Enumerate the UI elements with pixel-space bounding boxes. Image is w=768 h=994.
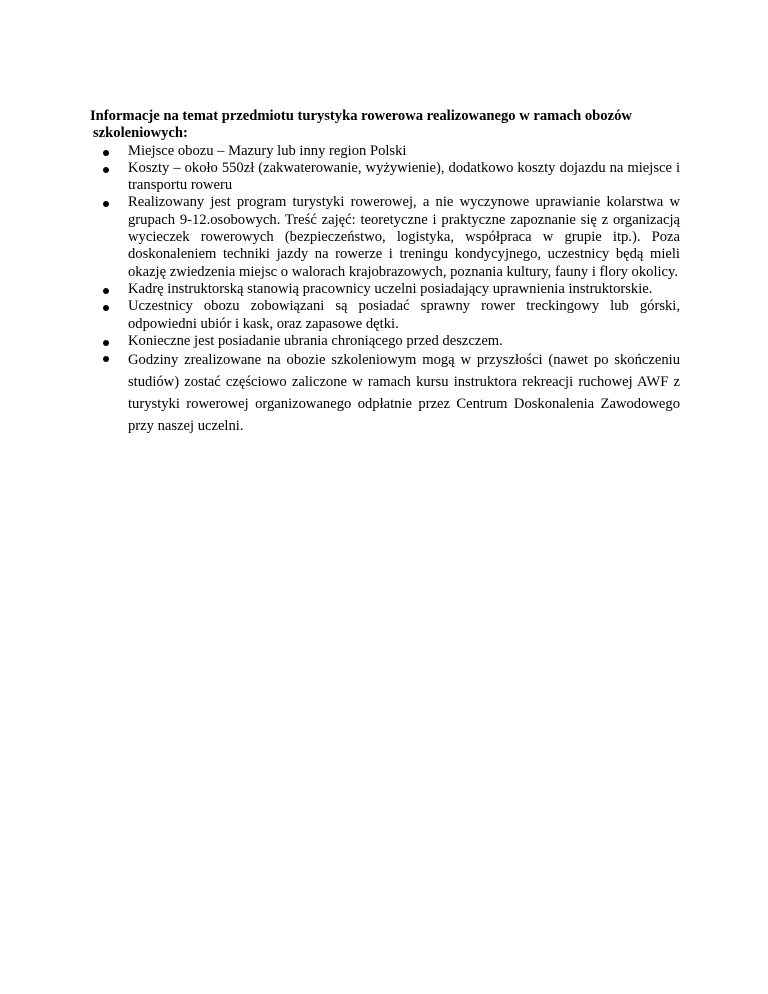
list-item <box>128 143 680 160</box>
list-item-text: Konieczne jest posiadanie ubrania chroniącego przed deszczem. <box>128 332 503 349</box>
list-item-text: Koszty – około 550zł (zakwaterowanie, wyżywienie), dodatkowo koszty dojazdu na miejsce i transportu roweru <box>128 159 680 194</box>
heading-line-2: szkoleniowych: <box>93 125 188 142</box>
document-content <box>90 108 680 437</box>
list-item-text: Uczestnicy obozu zobowiązani są posiadać sprawny rower treckingowy lub górski, odpowiedni ubiór i kask, oraz zapasowe dętki. <box>128 298 680 332</box>
list-item-text: Realizowany jest program turystyki rowerowej, a nie wyczynowe uprawianie kolarstwa w grupach 9-12.osobowych. Treść zajęć: teoretyczne i praktyczne zapoznanie się z organizacją wycieczek rowerowych (bezpieczeństwo, logistyka, współpraca w grupie itp.). Poza doskonaleniem techniki jazdy na rowerze i treningu kondycyjnego, uczestnicy będą mieli okazję zwiedzenia miejsc o walorach krajobrazowych, poznania kultury, fauny i flory okolicy. <box>128 194 680 280</box>
bullet-icon <box>103 305 109 311</box>
bullet-icon <box>103 201 109 207</box>
list-item <box>128 350 680 437</box>
bullet-icon <box>103 288 109 294</box>
bullet-icon <box>103 340 109 346</box>
bullet-icon <box>103 167 109 173</box>
list-item-text: Miejsce obozu – Mazury lub inny region Polski <box>128 142 407 159</box>
list-item <box>128 333 680 350</box>
list-item-text: Godziny zrealizowane na obozie szkoleniowym mogą w przyszłości (nawet po skończeniu studiów) zostać częściowo zaliczone w ramach kursu instruktora rekreacji ruchowej AWF z turystyki rowerowej organizowanego odpłatnie przez Centrum Doskonalenia Zawodowego przy naszej uczelni. <box>128 352 680 434</box>
bullet-icon <box>103 150 109 156</box>
list-item <box>128 194 680 280</box>
list-item <box>128 298 680 333</box>
list-item <box>128 160 680 195</box>
document-heading <box>90 108 680 143</box>
bullet-icon <box>103 356 109 362</box>
list-item-text: Kadrę instruktorską stanowią pracownicy uczelni posiadający uprawnienia instruktorskie. <box>128 280 653 297</box>
info-list <box>90 143 680 438</box>
heading-line-1: Informacje na temat przedmiotu turystyka rowerowa realizowanego w ramach obozów <box>90 108 632 124</box>
list-item <box>128 281 680 298</box>
